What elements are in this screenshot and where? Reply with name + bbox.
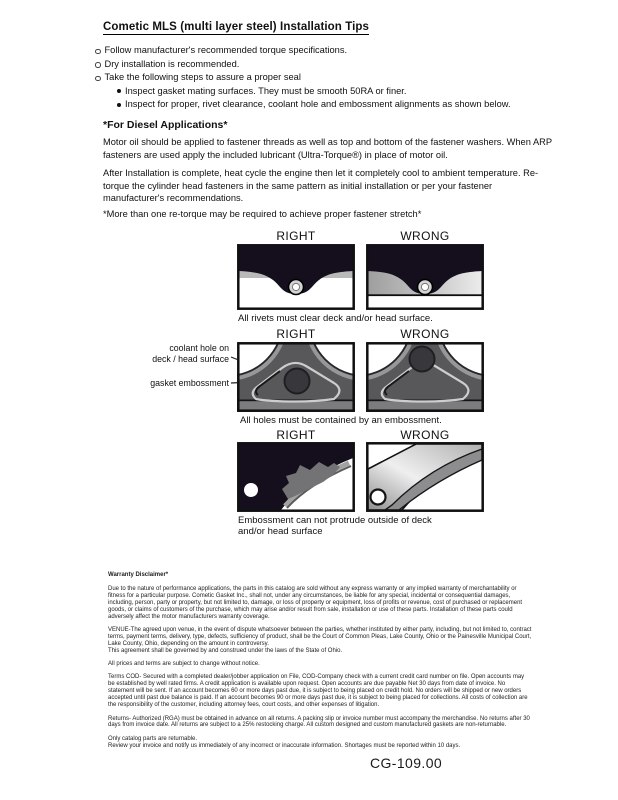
tip-text: Follow manufacturer's recommended torque specifications.: [104, 45, 348, 55]
callout-label: gasket embossment: [150, 378, 229, 388]
tip-text: Dry installation is recommended.: [104, 58, 240, 69]
warranty-paragraph: Review your invoice and notify us immediately of any incorrect or inaccurate information. Shortages must be reported within 10 days.: [108, 742, 461, 749]
warranty-heading: Warranty Disclaimer*: [108, 572, 169, 578]
figure3-right-panel: [237, 442, 355, 512]
figure1-right-panel: [237, 244, 355, 310]
coolant-hole-icon: [410, 347, 435, 372]
coolant-hole-icon: [285, 369, 310, 394]
figure1-right-label: RIGHT: [276, 229, 316, 243]
open-bullet-icon: [95, 62, 101, 68]
warranty-disclaimer: [108, 572, 532, 756]
warranty-paragraph: VENUE-The agreed upon venue, in the event of dispute whatsoever between the parties, whether instituted by either party, including, but not limited to, contract terms, payment terms, delivery, type, defects, sufficiency of product, shall be the Court of Common Pleas, Lake County, Ohio or the Painesville Municipal Court, Lake County, Ohio, depending on the amount in controversy.: [108, 626, 532, 647]
figure2-wrong-label: WRONG: [400, 327, 450, 341]
warranty-paragraph: All prices and terms are subject to change without notice.: [108, 661, 260, 668]
tip-text: Inspect for proper, rivet clearance, coolant hole and embossment alignments as shown below.: [125, 99, 511, 109]
diesel-paragraph: After Installation is complete, heat cycle the engine then let it completely cool to ambient temperature. Re-torque the cylinder head fasteners in the same pattern as initial installation or per your fastener manufacturer's recommendations.: [103, 168, 539, 203]
figure1-wrong-panel: [366, 244, 484, 310]
figure3-caption: Embossment can not protrude outside of deck and/or head surface: [238, 515, 432, 537]
callout-label: coolant hole on deck / head surface: [152, 343, 229, 364]
filled-bullet-icon: [117, 103, 121, 107]
figure2-wrong-panel: [366, 342, 484, 412]
tip-text: Inspect gasket mating surfaces. They must be smooth 50RA or finer.: [125, 85, 407, 96]
tip-text: Take the following steps to assure a proper seal: [104, 72, 301, 82]
list-item: [95, 71, 555, 85]
bolt-hole-icon: [244, 483, 258, 497]
installation-tips-list: [95, 44, 555, 112]
open-bullet-icon: [95, 76, 101, 82]
diesel-heading: *For Diesel Applications*: [103, 119, 228, 131]
figure3-right-label: RIGHT: [276, 428, 316, 442]
warranty-paragraph: Only catalog parts are returnable.: [108, 735, 198, 742]
page-number: CG-109.00: [370, 755, 443, 771]
figure2-right-label: RIGHT: [276, 327, 316, 341]
list-item: [95, 58, 555, 72]
warranty-paragraph: Due to the nature of performance applications, the parts in this catalog are sold without any express warranty or any implied warranty of merchantability or fitness for a particular purpose. Cometic Gasket Inc., shall not, under any circumstances, be liable for any special, incidental or consequential damages, including, person, party or property, but not limited to, damage, or loss of property or equipment, loss of profits or revenue, cost of purchased or replacement goods, or claims of customers of the purchase, which may arise and/or result from sale, installation or use of these parts. Installation of these parts could adversely affect the motor manufacturers warranty coverage.: [108, 585, 523, 620]
figure3-wrong-panel: [366, 442, 484, 512]
list-item: [117, 98, 555, 112]
figure2-callouts: [110, 343, 229, 389]
figure1-caption: All rivets must clear deck and/or head surface.: [238, 313, 433, 324]
bolt-hole-icon: [371, 490, 386, 505]
warranty-paragraph: Returns- Authorized (RGA) must be obtained in advance on all returns. A packing slip or invoice number must accompany the merchandise. No returns after 30 days from invoice date. All returns are subject to a 25% restocking charge. All custom designed and custom manufactured gaskets are non-returnable.: [108, 715, 530, 729]
figure3-wrong-label: WRONG: [400, 428, 450, 442]
list-item: [117, 85, 555, 99]
figure1-wrong-label: WRONG: [400, 229, 450, 243]
warranty-paragraph: Terms COD- Secured with a completed dealer/jobber application on File, COD-Company check with a current credit card number on file. Open accounts may be established by well rated firms. A credit application is available upon request. Open accounts are due payable Net 30 days from date of invoice. No statement will be sent. If an account becomes 60 or more days past due, it is subject to being placed on credit hold. No orders will be shipped or new orders accepted until past due balance is paid. If an account becomes 90 or more days past due, it is subject to being placed for collections. All costs of collection are the responsibility of the customer, including attorney fees, court costs, and other expenses of litigation.: [108, 674, 528, 709]
open-bullet-icon: [95, 49, 101, 55]
page-title: Cometic MLS (multi layer steel) Installation Tips: [103, 21, 370, 33]
diesel-note: *More than one re-torque may be required to achieve proper fastener stretch*: [103, 209, 422, 219]
figure2-caption: All holes must be contained by an embossment.: [240, 415, 442, 426]
warranty-paragraph: This agreement shall be governed by and construed under the laws of the State of Ohio.: [108, 647, 343, 654]
list-item: [95, 44, 555, 58]
figure2-right-panel: [237, 342, 355, 412]
diesel-paragraph: Motor oil should be applied to fastener threads as well as top and bottom of the fastener washers. When ARP fasteners are used apply the included lubricant (Ultra-Torque®) in place of motor oil.: [103, 137, 552, 160]
filled-bullet-icon: [117, 89, 121, 93]
